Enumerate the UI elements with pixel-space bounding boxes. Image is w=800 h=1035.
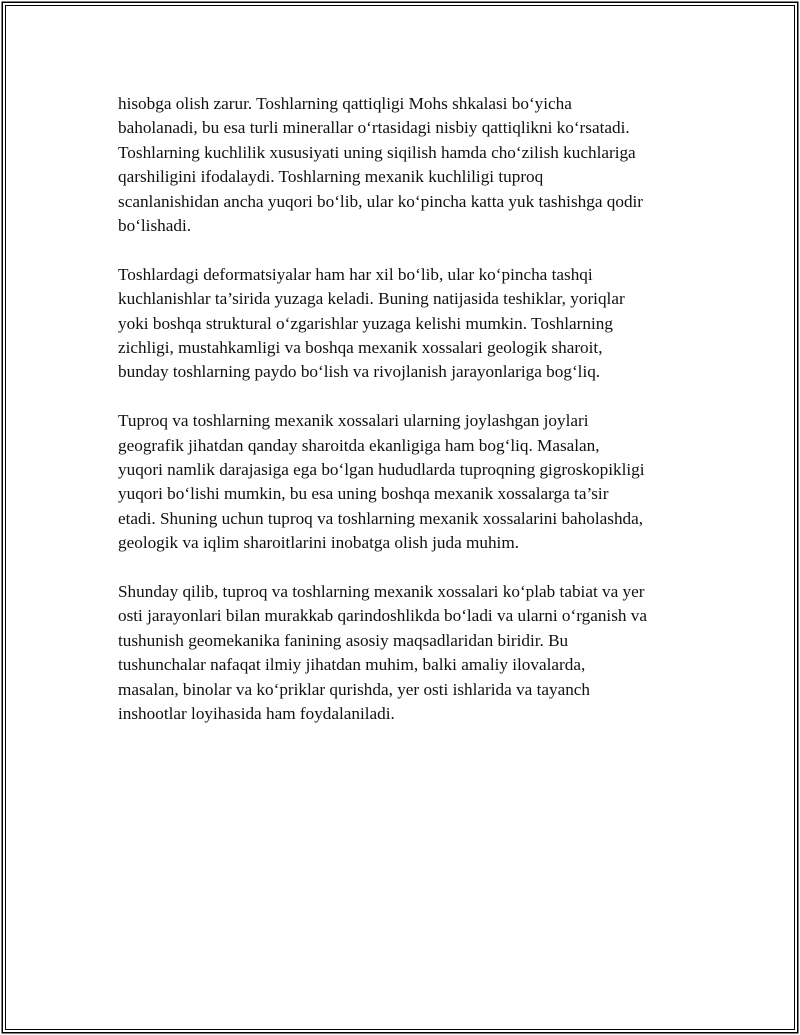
text-line: hisobga olish zarur. Toshlarning qattiqligi Mohs shkalasi bo‘yicha <box>118 94 572 113</box>
document-body <box>118 92 698 751</box>
text-line: geologik va iqlim sharoitlarini inobatga olish juda muhim. <box>118 533 519 553</box>
paragraph-2 <box>118 263 698 385</box>
text-line: bo‘lishadi. <box>118 216 192 236</box>
text-line: yoki boshqa struktural o‘zgarishlar yuzaga kelishi mumkin. Toshlarning <box>118 313 613 333</box>
text-line: yuqori bo‘lishi mumkin, bu esa uning boshqa mexanik xossalarga ta’sir <box>118 484 609 504</box>
text-line: qarshiligini ifodalaydi. Toshlarning mexanik kuchliligi tuproq <box>118 167 544 187</box>
paragraph-1 <box>118 92 698 238</box>
text-line: Toshlardagi deformatsiyalar ham har xil bo‘lib, ular ko‘pincha tashqi <box>118 264 593 284</box>
text-line: Toshlarning kuchlilik xususiyati uning siqilish hamda cho‘zilish kuchlariga <box>118 142 636 162</box>
text-line: baholanadi, bu esa turli minerallar o‘rtasidagi nisbiy qattiqlikni ko‘rsatadi. <box>118 118 630 138</box>
text-line: masalan, binolar va ko‘priklar qurishda, yer osti ishlarida va tayanch <box>118 679 591 699</box>
text-line: Shunday qilib, tuproq va toshlarning mexanik xossalari ko‘plab tabiat va yer <box>118 582 645 602</box>
text-line: bunday toshlarning paydo bo‘lish va rivojlanish jarayonlariga bog‘liq. <box>118 362 601 382</box>
text-line: kuchlanishlar ta’sirida yuzaga keladi. Buning natijasida teshiklar, yoriqlar <box>118 289 625 309</box>
text-line: tushunish geomekanika fanining asosiy maqsadlaridan biridir. Bu <box>118 630 569 650</box>
text-line: inshootlar loyihasida ham foydalaniladi. <box>118 704 395 724</box>
text-line: geografik jihatdan qanday sharoitda ekanligiga ham bog‘liq. Masalan, <box>118 435 600 455</box>
text-line: Tuproq va toshlarning mexanik xossalari ularning joylashgan joylari <box>118 411 589 431</box>
paragraph-3 <box>118 409 698 555</box>
text-line: osti jarayonlari bilan murakkab qarindoshlikda bo‘ladi va ularni o‘rganish va <box>118 606 648 626</box>
text-line: scanlanishidan ancha yuqori bo‘lib, ular ko‘pincha katta yuk tashishga qodir <box>118 191 644 211</box>
text-line: zichligi, mustahkamligi va boshqa mexanik xossalari geologik sharoit, <box>118 338 603 358</box>
text-line: etadi. Shuning uchun tuproq va toshlarning mexanik xossalarini baholashda, <box>118 508 644 528</box>
text-line: yuqori namlik darajasiga ega bo‘lgan hududlarda tuproqning gigroskopikligi <box>118 460 645 480</box>
text-line: tushunchalar nafaqat ilmiy jihatdan muhim, balki amaliy ilovalarda, <box>118 655 586 675</box>
paragraph-4 <box>118 580 698 726</box>
